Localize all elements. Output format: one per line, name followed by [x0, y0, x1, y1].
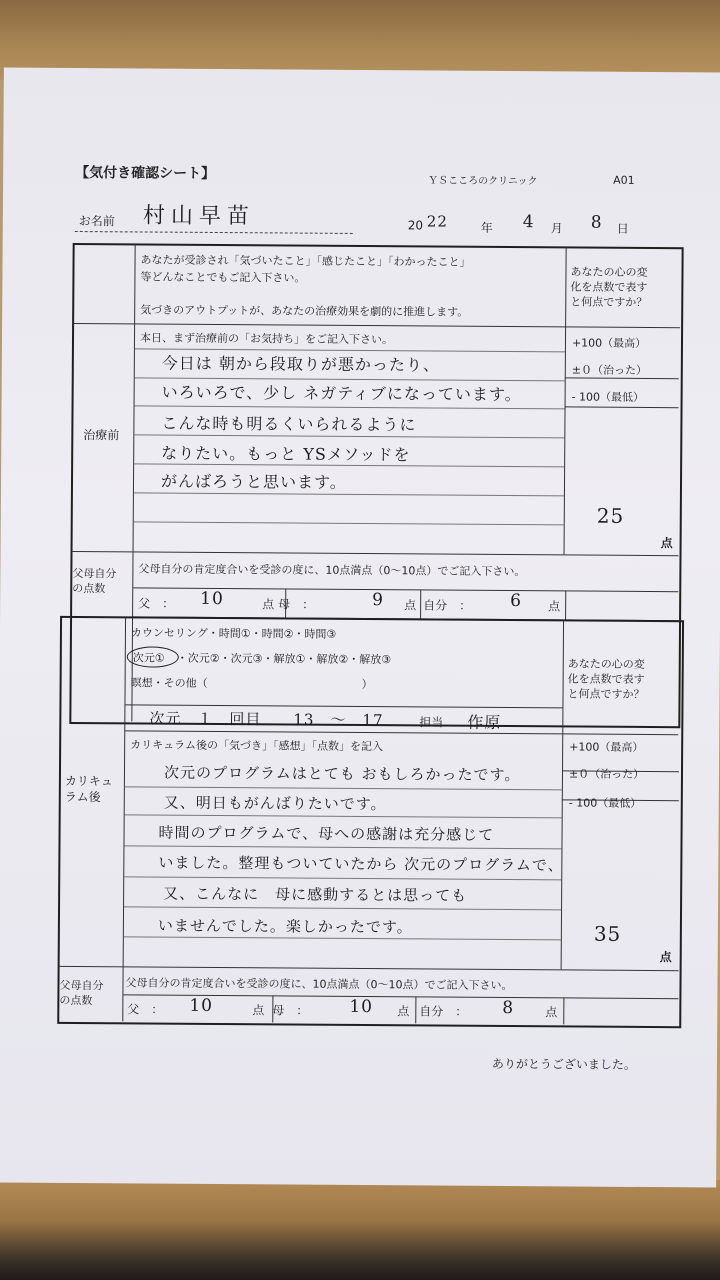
month-label: 月 [550, 221, 563, 236]
confirmation-sheet [0, 68, 720, 1188]
intro-line-3: 気づきのアウトプットが、あなたの治療効果を劇的に推進します。 [140, 303, 469, 319]
before-line-2: いろいろで、少し ネガティブになっています。 [161, 382, 522, 405]
parents1-instruction: 父母自分の肯定度合いを受診の度に、10点満点（0〜10点）でご記入下さい。 [138, 562, 526, 579]
name-underline [75, 231, 353, 234]
after-scale-low: - 100（最低） [568, 796, 642, 810]
before-line-4: なりたい。もっと YSメソッドを [161, 443, 411, 465]
before-line-3: こんな時も明るくいられるように [161, 413, 417, 435]
before-score: 25 [596, 503, 625, 528]
parents1-mother-value: 9 [372, 590, 385, 611]
after-line-2: 又、明日もがんばりたいです。 [163, 793, 387, 814]
session-info: 次元 １ 回目 13 〜 17 [149, 709, 384, 730]
score-question: あなたの心の変 化を点数で表す と何点ですか？ [570, 265, 648, 309]
month-hand: 4 [522, 212, 535, 233]
after-line-4: いました。整理もついていたから 次元のプログラムで、 [158, 853, 564, 875]
intro-line-1: あなたが受診され「気づいたこと」「感じたこと」「わかったこと」 [140, 253, 471, 269]
scale-low: - 100（最低） [571, 390, 645, 404]
parents1-father-value: 10 [200, 588, 224, 610]
sheet-title: 【気付き確認シート】 [75, 165, 216, 182]
scale-high: +100（最高） [571, 336, 647, 350]
after-score: 35 [593, 921, 622, 946]
before-point-label: 点 [660, 536, 673, 551]
sheet-code: A01 [613, 173, 635, 187]
menu-line-1: カウンセリング・時間①・時間②・時間③ [130, 626, 337, 641]
after-line-5: 又、こんなに 母に感動するとは思っても [163, 884, 468, 905]
day-label: 日 [616, 221, 629, 236]
parents1-label: 父母自分 の点数 [72, 566, 117, 596]
before-line-1: 今日は 朝から段取りが悪かったり、 [161, 353, 440, 375]
year-prefix: 20 [407, 218, 424, 233]
parents2-self-label: 自分 ： [419, 1004, 468, 1019]
parents2-self-point: 点 [545, 1005, 558, 1020]
parents2-mother-point: 点 [397, 1004, 410, 1019]
name-value: 村山早苗 [142, 203, 255, 230]
tantou-label: 担当 [419, 715, 444, 730]
day-hand: 8 [590, 212, 603, 233]
parents2-father-value: 10 [189, 995, 214, 1016]
parents1-mother-label: 母 ： [278, 597, 315, 612]
parents1-self-label: 自分 ： [423, 598, 472, 613]
menu-line-2: ・次元②・次元③・解放①・解放②・解放③ [176, 651, 392, 667]
menu-line-3: 瞑想・その他（ ） [130, 676, 373, 692]
parents2-label: 父母自分 の点数 [59, 978, 104, 1008]
parents2-father-point: 点 [252, 1003, 265, 1018]
after-scale-zero: ±０（治った） [568, 767, 645, 781]
thanks-text: ありがとうございました。 [491, 1056, 637, 1072]
tantou-value: 作原 [467, 712, 502, 732]
after-score-question: あなたの心の変 化を点数で表す と何点ですか？ [567, 657, 645, 701]
parents1-self-point: 点 [548, 599, 561, 614]
parents2-mother-label: 母 ： [272, 1003, 309, 1018]
after-instruction: カリキュラム後の「気づき」「感想」「点数」を記入 [130, 738, 384, 754]
parents1-father-point: 点 [262, 597, 275, 612]
year-hand: 22 [426, 212, 448, 231]
parents1-self-value: 6 [510, 591, 523, 612]
wooden-table-bottom [0, 1180, 720, 1280]
before-section-label: 治療前 [83, 428, 120, 443]
parents1-father-label: 父 ： [138, 596, 175, 611]
parents2-father-label: 父 ： [127, 1002, 164, 1017]
after-section-label: カリキュ ラム後 [64, 773, 113, 805]
after-scale-high: +100（最高） [569, 740, 644, 754]
before-instruction: 本日、まず治療前の「お気持ち」をご記入下さい。 [139, 331, 394, 347]
before-line-5: がんばろうと思います。 [160, 471, 347, 492]
parents2-instruction: 父母自分の肯定度合いを受診の度に、10点満点（0〜10点）でご記入下さい。 [125, 976, 513, 993]
year-label: 年 [480, 220, 493, 235]
after-line-1: 次元のプログラムはとても おもしろかったです。 [163, 763, 521, 785]
after-line-6: いませんでした。楽しかったです。 [157, 916, 413, 937]
intro-line-2: 等どんなことでもご記入下さい。 [140, 270, 306, 285]
menu-circled-item: 次元① [132, 651, 165, 665]
after-line-3: 時間のプログラムで、母への感謝は充分感じて [158, 823, 495, 844]
parents1-mother-point: 点 [404, 598, 417, 613]
clinic-name: ＹＳこころのクリニック [428, 175, 538, 188]
scale-zero: ±０（治った） [571, 363, 648, 377]
parents2-self-value: 8 [502, 998, 515, 1019]
name-label: お名前 [78, 214, 115, 229]
after-point-label: 点 [659, 950, 672, 965]
parents2-mother-value: 10 [349, 996, 374, 1018]
